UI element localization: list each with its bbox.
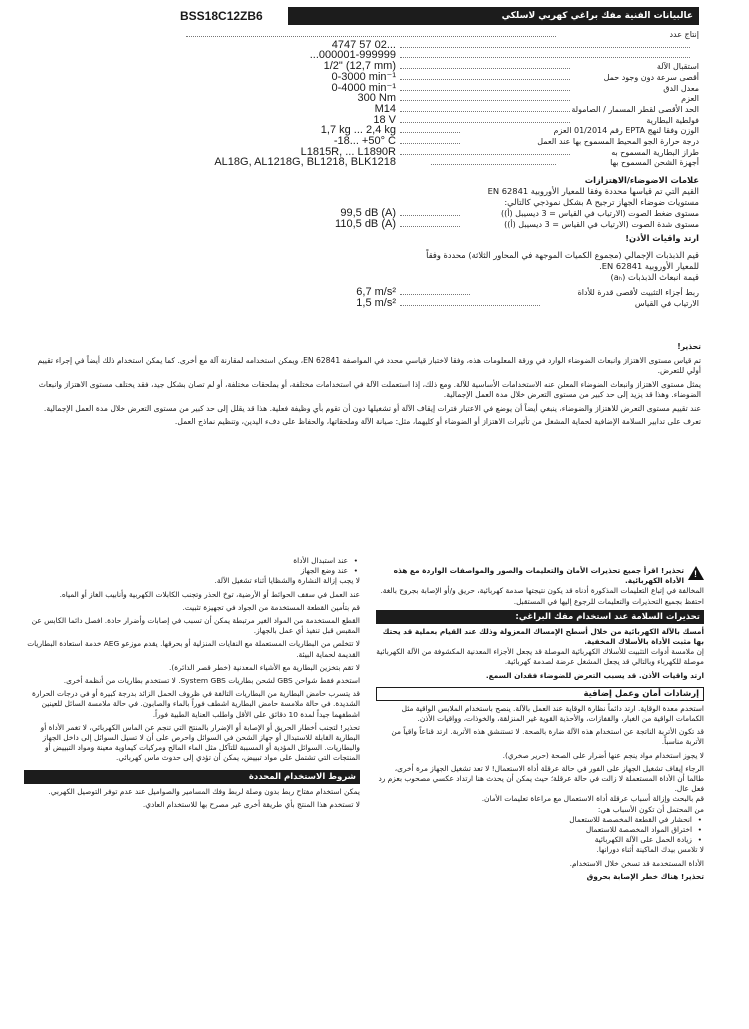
warning-paragraph: يمثل مستوى الاهتزاز وانبعاث الضوضاء المعلن عنه الاستخدامات الأساسية للآلة. ومع ذلك، إذا استعملت الآلة في استخدامات مختلفة، أو بملحقات مختلفة، أو لم تصان بشكل جيد، فقد يختلف مستوى الاهتزاز وانبعاث الضوضاء. وهذا قد يزيد إلى حد كبير من مستوى التعرض خلال مدة العمل الإجمالية. bbox=[38, 379, 701, 399]
noise-intro-1: القيم التي تم قياسها محددة وفقا للمعيار الأوروبية EN 62841 bbox=[487, 186, 699, 196]
spec-value: L1815R, ... L1890R bbox=[300, 145, 396, 158]
noise-value: 110,5 dB (A) bbox=[335, 218, 396, 230]
noise-value: 99,5 dB (A) bbox=[340, 207, 396, 219]
extra-safety-paragraph: من المحتمل أن تكون الأسباب هي: bbox=[597, 804, 704, 814]
dot-leader bbox=[431, 164, 556, 165]
spec-label: الوزن وفقا لنهج EPTA رقم 01/2014 العزم bbox=[553, 126, 699, 136]
dot-leader bbox=[400, 294, 470, 295]
spec-label: العزم bbox=[681, 94, 699, 104]
warning-block bbox=[30, 342, 701, 431]
vibration-intro-1: قيم الذبذبات الإجمالي (مجموع الكميات الموجهة في المحاور الثلاثة) محددة وفقاً bbox=[426, 250, 699, 260]
spec-value: ...000001-999999 bbox=[309, 49, 396, 62]
safety-section-bar bbox=[376, 610, 704, 624]
noise-rows bbox=[176, 208, 699, 232]
vibration-section bbox=[176, 233, 699, 283]
dot-leader bbox=[400, 122, 570, 123]
left-paragraph: استخدم فقط شواحن GBS لشحن بطاريات System GBS. لا تستخدم بطاريات من أنظمة أخرى. bbox=[63, 676, 360, 686]
vibration-label: الارتياب في القياس bbox=[634, 299, 699, 308]
spec-row bbox=[176, 157, 699, 168]
extra-safety-paragraph: الرجاء إيقاف تشغيل الجهاز على الفور في حالة عرقلة أداة الاستعمال! لا تعد تشغيل الجهاز مرة أخرى، طالما أن الأداة المستعملة لا زالت في حالة عرقلة؛ حيث يمكن أن يحدث هنا ارتداد عكسي مصحوب بعزم رد فعل عال. bbox=[378, 763, 704, 794]
list-item: • عند استبدال الأداة bbox=[24, 556, 348, 566]
left-paragraph: القطع المستخدمة من المواد الغير مرتبطة يمكن أن تسبب في إصابات وأضرار حادة. افصل دائما الكابس عن المقبس قبل تنفيذ أي عمل بالجهاز. bbox=[31, 616, 360, 636]
spec-value: 1/2" (12,7 mm) bbox=[323, 60, 396, 73]
spec-label: الحد الأقصى لقطر المسمار / الصامولة bbox=[571, 104, 699, 114]
left-paragraph: لا تقم بتخزين البطارية مع الأشياء المعدنية (خطر قصر الدائرة). bbox=[168, 662, 360, 672]
spec-value: 18 V bbox=[373, 113, 396, 126]
vibration-intro-2: للمعيار الأوروبية EN 62841. bbox=[599, 261, 699, 271]
spec-row bbox=[176, 104, 699, 115]
warning-paragraph: تعرف على تدابير السلامة الإضافية لحماية المشغل من تأثيرات الاهتزاز أو الضوضاء أو كليهما، مثل: صيانة الآلة وملحقاتها، والحفاظ على دفء اليدين، وتنظيم نماذج العمل. bbox=[174, 417, 701, 426]
usage-paragraph: يمكن استخدام مفتاح ربط بدون وصلة لربط وفك المسامير والصواميل عند عدم توفر التوصيل الكهربي. bbox=[48, 786, 360, 796]
action-list bbox=[24, 556, 360, 576]
usage-paragraph: لا تستخدم هذا المنتج بأي طريقة أخرى غير مصرح بها للاستخدام العادي. bbox=[142, 799, 360, 809]
dot-leader bbox=[400, 154, 570, 155]
warning-title: تحذير! bbox=[677, 342, 701, 351]
noise-row bbox=[176, 219, 699, 230]
dot-leader bbox=[400, 47, 690, 48]
noise-section bbox=[176, 175, 699, 208]
general-warning-keep: احتفظ بجميع التحذيرات والتعليمات للرجوع إليها في المستقبل. bbox=[513, 596, 704, 606]
spec-row bbox=[176, 83, 699, 94]
general-warning-body: المخالفة في إتباع التعليمات المذكورة أدناه قد يكون نتيجتها صدمة كهربائية، حريق و/أو الإصابة بجروح بالغة. bbox=[380, 586, 704, 596]
spec-value: 0-4000 min⁻¹ bbox=[331, 81, 396, 94]
right-column bbox=[376, 566, 704, 882]
dot-leader bbox=[400, 305, 540, 306]
spec-row bbox=[176, 125, 699, 136]
left-paragraph: قد يتسرب حامض البطارية من البطاريات التالفة في ظروف الحمل الزائد بدرجة كبيرة أو في درجات الحرارة الشديدة. في حالة ملامسة حامض البطارية اشطف فوراً بالماء والصابون. في حالة ملامسة السائل للعينين اشطفهما جيداً لمدة 10 دقائق على الأقل واطلب العناية الطبية فوراً. bbox=[32, 689, 360, 719]
extra-safety-paragraph: الأداة المستخدمة قد تسخن خلال الاستخدام. bbox=[569, 858, 704, 868]
spec-value: 4747 57 02... bbox=[331, 38, 396, 51]
safety-instruction: أمسك بالآلة الكهربائية من خلال أسطح الإمساك المعزولة وذلك عند القيام بعملية قد يحتك بها مثبت الأداة بالأسلاك المخفية. bbox=[382, 626, 704, 647]
dot-leader bbox=[186, 36, 556, 37]
spec-label: أجهزة الشحن المسموح بها bbox=[610, 158, 699, 168]
spec-row bbox=[176, 115, 699, 126]
spec-row bbox=[176, 93, 699, 104]
left-paragraph: لا تتخلص من البطاريات المستعملة مع النفايات المنزلية أو بحرقها. يقدم موزعو AEG خدمة استعادة البطاريات القديمة لحماية البيئة. bbox=[27, 639, 360, 659]
dot-leader bbox=[400, 132, 460, 133]
vibration-row bbox=[176, 287, 699, 298]
spec-value: 1,7 kg ... 2,4 kg bbox=[320, 124, 396, 137]
model-number: BSS18C12ZB6 bbox=[176, 7, 288, 25]
spec-label: أقصى سرعة دون وجود حمل bbox=[603, 72, 699, 82]
warning-triangle-icon: ! bbox=[688, 566, 704, 580]
spec-row bbox=[176, 29, 699, 40]
spec-value: 300 Nm bbox=[357, 92, 396, 105]
left-paragraph: قم بتأمين القطعة المستخدمة من الجواد في تجهيزة تثبيت. bbox=[182, 602, 360, 612]
spec-title: عالبيانات الفنية مفك براغي كهربي لاسلكي bbox=[288, 7, 699, 25]
spec-row bbox=[176, 40, 699, 51]
dot-leader bbox=[400, 68, 570, 69]
list-item: • زيادة الحمل على الآلة الكهربائية bbox=[376, 835, 692, 845]
general-warning bbox=[376, 566, 704, 586]
list-item: • اختراق المواد المخصصة للاستعمال bbox=[376, 825, 692, 835]
cause-list bbox=[376, 815, 704, 846]
extra-safety-paragraph: لا يجوز استخدام مواد ينجم عنها أضرار على الصحة (حرير صخري). bbox=[502, 750, 704, 760]
spec-label: طراز البطارية المسموح به bbox=[611, 147, 699, 157]
vibration-intro-3: قيمة انبعاث الذبذبات (aₕ) bbox=[610, 272, 699, 282]
general-warning-heading: تحذير! اقرأ جميع تحذيرات الأمان والتعليمات والصور والمواصفات الواردة مع هذه الأداة الكهربائية. bbox=[393, 566, 684, 586]
dot-leader bbox=[400, 226, 460, 227]
warning-paragraph: تم قياس مستوى الاهتزاز وانبعاث الضوضاء الوارد في ورقة المعلومات هذه، وفقا لاختبار قياسي محدد في المواصفة EN 62841، ويمكن استخدامه لمقارنة آلة مع أخرى. كما يمكن استخدام ذلك أيضاً في إجراء تقييم أولي للتعرض. bbox=[37, 355, 701, 375]
noise-heading: علامات الاضوضاء/الاهتزازات bbox=[584, 175, 699, 185]
left-paragraph: لا يجب إزالة النشارة والشظايا أثناء تشغيل الآلة. bbox=[214, 576, 360, 586]
left-column bbox=[24, 556, 360, 813]
noise-row bbox=[176, 208, 699, 219]
vibration-value: 1,5 m/s² bbox=[356, 297, 396, 309]
extra-safety-paragraph: قم بالبحث وإزالة أسباب عرقلة أداة الاستعمال مع مراعاة تعليمات الأمان. bbox=[481, 794, 704, 804]
list-item: • عند وضع الجهاز bbox=[24, 566, 348, 576]
dot-leader bbox=[400, 90, 570, 91]
vibration-row bbox=[176, 298, 699, 309]
extra-safety-box: إرشادات أمان وعمل إضافية bbox=[376, 687, 704, 701]
noise-label: مستوى شدة الصوت (الارتياب في القياس = 3 ديسيبل (أ)) bbox=[504, 220, 699, 229]
safety-instruction: ارتد واقيات الأذن. قد يسبب التعرض للضوضاء فقدان السمع. bbox=[485, 670, 704, 680]
spec-label: درجة حرارة الجو المحيط المسموح بها عند العمل bbox=[537, 137, 699, 146]
left-paragraph: عند العمل في سقف الحوائط أو الأرضية، توخ الحذر وتجنب الكابلات الكهربية وأنابيب الغاز أو المياه. bbox=[59, 589, 360, 599]
usage-section-title: شروط الاستخدام المحددة bbox=[248, 771, 356, 782]
dot-leader bbox=[400, 215, 460, 216]
spec-label: فولطية البطارية bbox=[646, 115, 699, 125]
list-item: • انحشار في القطعة المخصصة للاستعمال bbox=[376, 815, 692, 825]
spec-row bbox=[176, 61, 699, 72]
extra-safety-paragraph: قد تكون الأتربة الناتجة عن استخدام هذه الآلة ضارة بالصحة. لا تستنشق هذه الأتربة. ارتد قناعاً واقياً من الأتربة مناسباً. bbox=[391, 727, 704, 747]
noise-intro-2: مستويات ضوضاء الجهاز ترجيح A بشكل نموذجي كالتالي: bbox=[504, 197, 699, 207]
dot-leader bbox=[400, 143, 460, 144]
vibration-rows bbox=[176, 287, 699, 311]
spec-value: AL18G, AL1218G, BL1218, BLK1218 bbox=[214, 156, 396, 169]
spec-label: استقبال الآلة bbox=[656, 62, 699, 72]
safety-section-title: تحذيرات السلامة عند استخدام مفك البراغي: bbox=[515, 611, 700, 622]
noise-label: مستوى ضغط الصوت (الارتياب في القياس = 3 ديسيبل (أ)) bbox=[500, 209, 699, 218]
spec-row bbox=[176, 72, 699, 83]
dot-leader bbox=[400, 100, 570, 101]
spec-label: إنتاج عدد bbox=[669, 30, 699, 39]
burn-warning: تحذير! هناك خطر الإصابة بحروق bbox=[586, 871, 704, 881]
spec-label: معدل الدق bbox=[663, 83, 699, 93]
dot-leader bbox=[400, 57, 690, 58]
usage-section-bar bbox=[24, 770, 360, 784]
spec-value: -18... +50° C bbox=[333, 135, 396, 147]
extra-safety-paragraph: استخدم معدة الوقاية. ارتد دائماً نظارة الوقاية عند العمل بالآلة. ينصح باستخدام الملابس الواقية مثل الكمامات الواقية من الغبار، والقفازات، والأحذية القوية غير المنزلقة، والخوذات، وواقيات الأذن. bbox=[401, 703, 704, 724]
vibration-value: 6,7 m/s² bbox=[356, 286, 396, 298]
safety-instruction: إن ملامسة أدوات التثبيت للأسلاك الكهربائية الموصلة قد يجعل الأجزاء المعدنية المكشوفة من الآلة الكهربائية موصلة للكهرباء وبالتالي قد يجعل المشغل عرضة لصدمة كهربائية. bbox=[376, 647, 704, 667]
spec-row bbox=[176, 136, 699, 147]
ear-protection-note: ارتد واقيات الأذن! bbox=[625, 233, 699, 243]
spec-row bbox=[176, 50, 699, 61]
dot-leader bbox=[400, 111, 570, 112]
dot-leader bbox=[400, 79, 570, 80]
spec-value: 0-3000 min⁻¹ bbox=[331, 70, 396, 83]
vibration-label: ربط أجزاء التثبيت لأقصى قدرة للأداة bbox=[577, 288, 699, 297]
spec-header bbox=[176, 7, 699, 25]
spec-value: M14 bbox=[374, 102, 396, 115]
extra-safety-paragraph: لا تلامس بيدك الماكينة أثناء دورانها. bbox=[596, 845, 704, 855]
left-paragraph: تحذير! لتجنب أخطار الحريق أو الإصابة أو الإضرار بالمنتج التي تنجم عن الماس الكهربائي، لا تغمر الأداة أو البطارية القابلة للاستبدال أو جهاز الشحن في السوائل واحرص على أن لا تسيل السوائل إلى داخل الجهاز والبطاريات. السوائل المؤدية أو المسببة للتآكل مثل الماء المالح ومركبات كيماوية معينة ومواد التبييض أو المنتجات التي تشتمل على مواد تبييض، يمكن أن تؤدي إلى حدوث ماس كهربائي. bbox=[40, 722, 360, 763]
warning-paragraph: عند تقييم مستوى التعرض للاهتزاز والضوضاء، ينبغي أيضاً أن يوضع في الاعتبار فترات إيقاف الآلة أو تشغيلها دون أن تقوم بأي وظيفة فعلية. هذا قد يقلل إلى حد كبير من مستوى التعرض خلال مدة العمل الإجمالية. bbox=[43, 403, 701, 413]
